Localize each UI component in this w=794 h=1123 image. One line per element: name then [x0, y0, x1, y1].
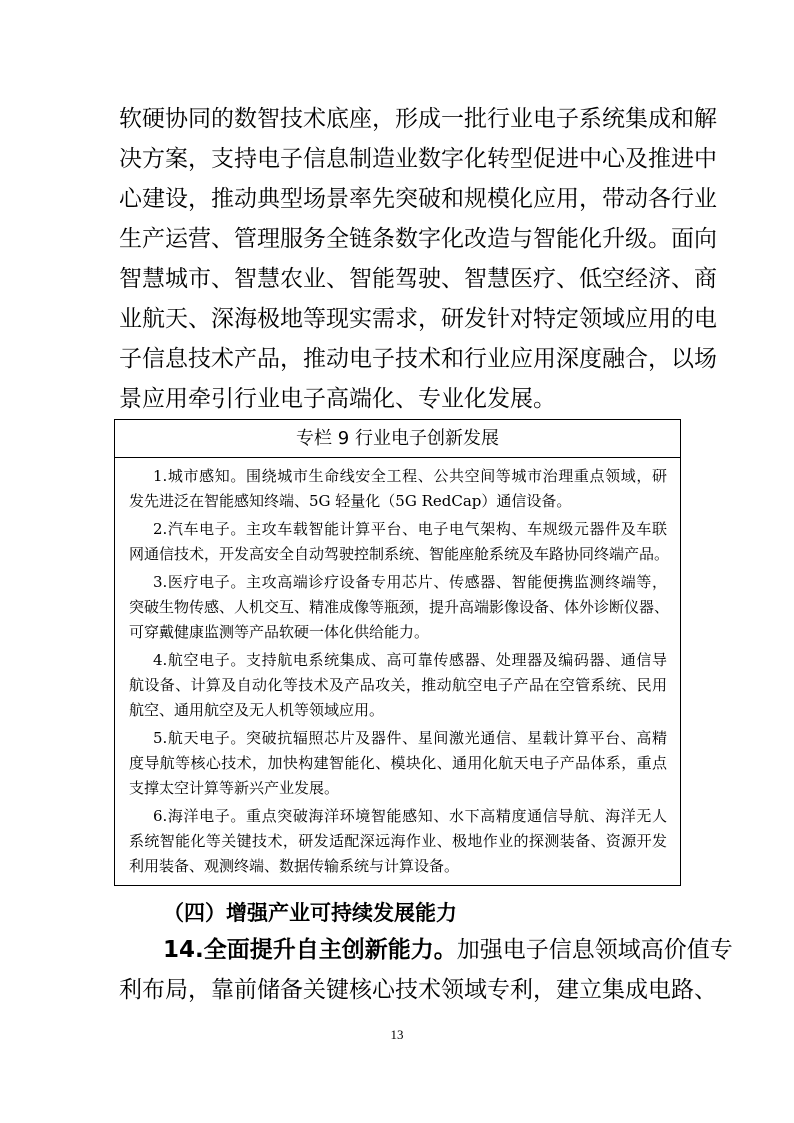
item-14-second-line: 利布局，靠前储备关键核心技术领域专利，建立集成电路、 — [119, 977, 717, 1003]
item-14-heading: 14.全面提升自主创新能力。 — [163, 937, 457, 963]
box-item-line: 发先进泛在智能感知终端、5G 轻量化（5G RedCap）通信设备。 — [129, 492, 572, 510]
box-item-line: 4.航空电子。支持航电系统集成、高可靠传感器、处理器及编码器、通信导 — [153, 651, 667, 669]
paragraph-line: 决方案，支持电子信息制造业数字化转型促进中心及推进中 — [119, 146, 717, 172]
paragraph-line: 生产运营、管理服务全链条数字化改造与智能化升级。面向 — [119, 226, 717, 252]
paragraph-line: 软硬协同的数智技术底座，形成一批行业电子系统集成和解 — [119, 106, 717, 132]
box-item-line: 系统智能化等关键技术，研发适配深远海作业、极地作业的探测装备、资源开发 — [129, 832, 667, 850]
box-item-line: 航空、通用航空及无人机等领域应用。 — [129, 701, 385, 719]
box-item-line: 5.航天电子。突破抗辐照芯片及器件、星间激光通信、星载计算平台、高精 — [153, 729, 667, 747]
box-item-line: 6.海洋电子。重点突破海洋环境智能感知、水下高精度通信导航、海洋无人 — [153, 807, 667, 825]
box-item-line: 利用装备、观测终端、数据传输系统与计算设备。 — [129, 857, 460, 875]
box-item-line: 度导航等核心技术，加快构建智能化、模块化、通用化航天电子产品体系，重点 — [129, 754, 667, 772]
paragraph-line: 子信息技术产品，推动电子技术和行业应用深度融合，以场 — [119, 346, 717, 372]
paragraph-line: 业航天、深海极地等现实需求，研发针对特定领域应用的电 — [119, 306, 717, 332]
paragraph-line: 景应用牵引行业电子高端化、专业化发展。 — [119, 386, 556, 412]
item-14-first-line — [163, 935, 733, 965]
item-14-text: 加强电子信息领域高价值专 — [456, 937, 733, 963]
section-heading: （四）增强产业可持续发展能力 — [163, 901, 457, 925]
paragraph-line: 心建设，推动典型场景率先突破和规模化应用，带动各行业 — [119, 186, 717, 212]
paragraph-line: 智慧城市、智慧农业、智能驾驶、智慧医疗、低空经济、商 — [119, 266, 717, 292]
box-item-line: 可穿戴健康监测等产品软硬一体化供给能力。 — [129, 623, 430, 641]
feature-box-title: 专栏 9 行业电子创新发展 — [296, 428, 499, 449]
box-item-line: 网通信技术，开发高安全自动驾驶控制系统、智能座舱系统及车路协同终端产品。 — [129, 545, 670, 563]
feature-box — [114, 419, 681, 886]
box-item-line: 突破生物传感、人机交互、精准成像等瓶颈，提升高端影像设备、体外诊断仪器、 — [129, 598, 670, 616]
box-item-line: 1.城市感知。围绕城市生命线安全工程、公共空间等城市治理重点领域，研 — [153, 467, 667, 485]
box-item-line: 3.医疗电子。主攻高端诊疗设备专用芯片、传感器、智能便携监测终端等， — [153, 573, 667, 591]
box-item-line: 2.汽车电子。主攻车载智能计算平台、电子电气架构、车规级元器件及车联 — [153, 520, 667, 538]
page-number: 13 — [390, 1027, 404, 1042]
box-item-line: 支撑太空计算等新兴产业发展。 — [129, 779, 340, 797]
box-item-line: 航设备、计算及自动化等技术及产品攻关，推动航空电子产品在空管系统、民用 — [129, 676, 667, 694]
feature-box-header — [115, 420, 680, 458]
